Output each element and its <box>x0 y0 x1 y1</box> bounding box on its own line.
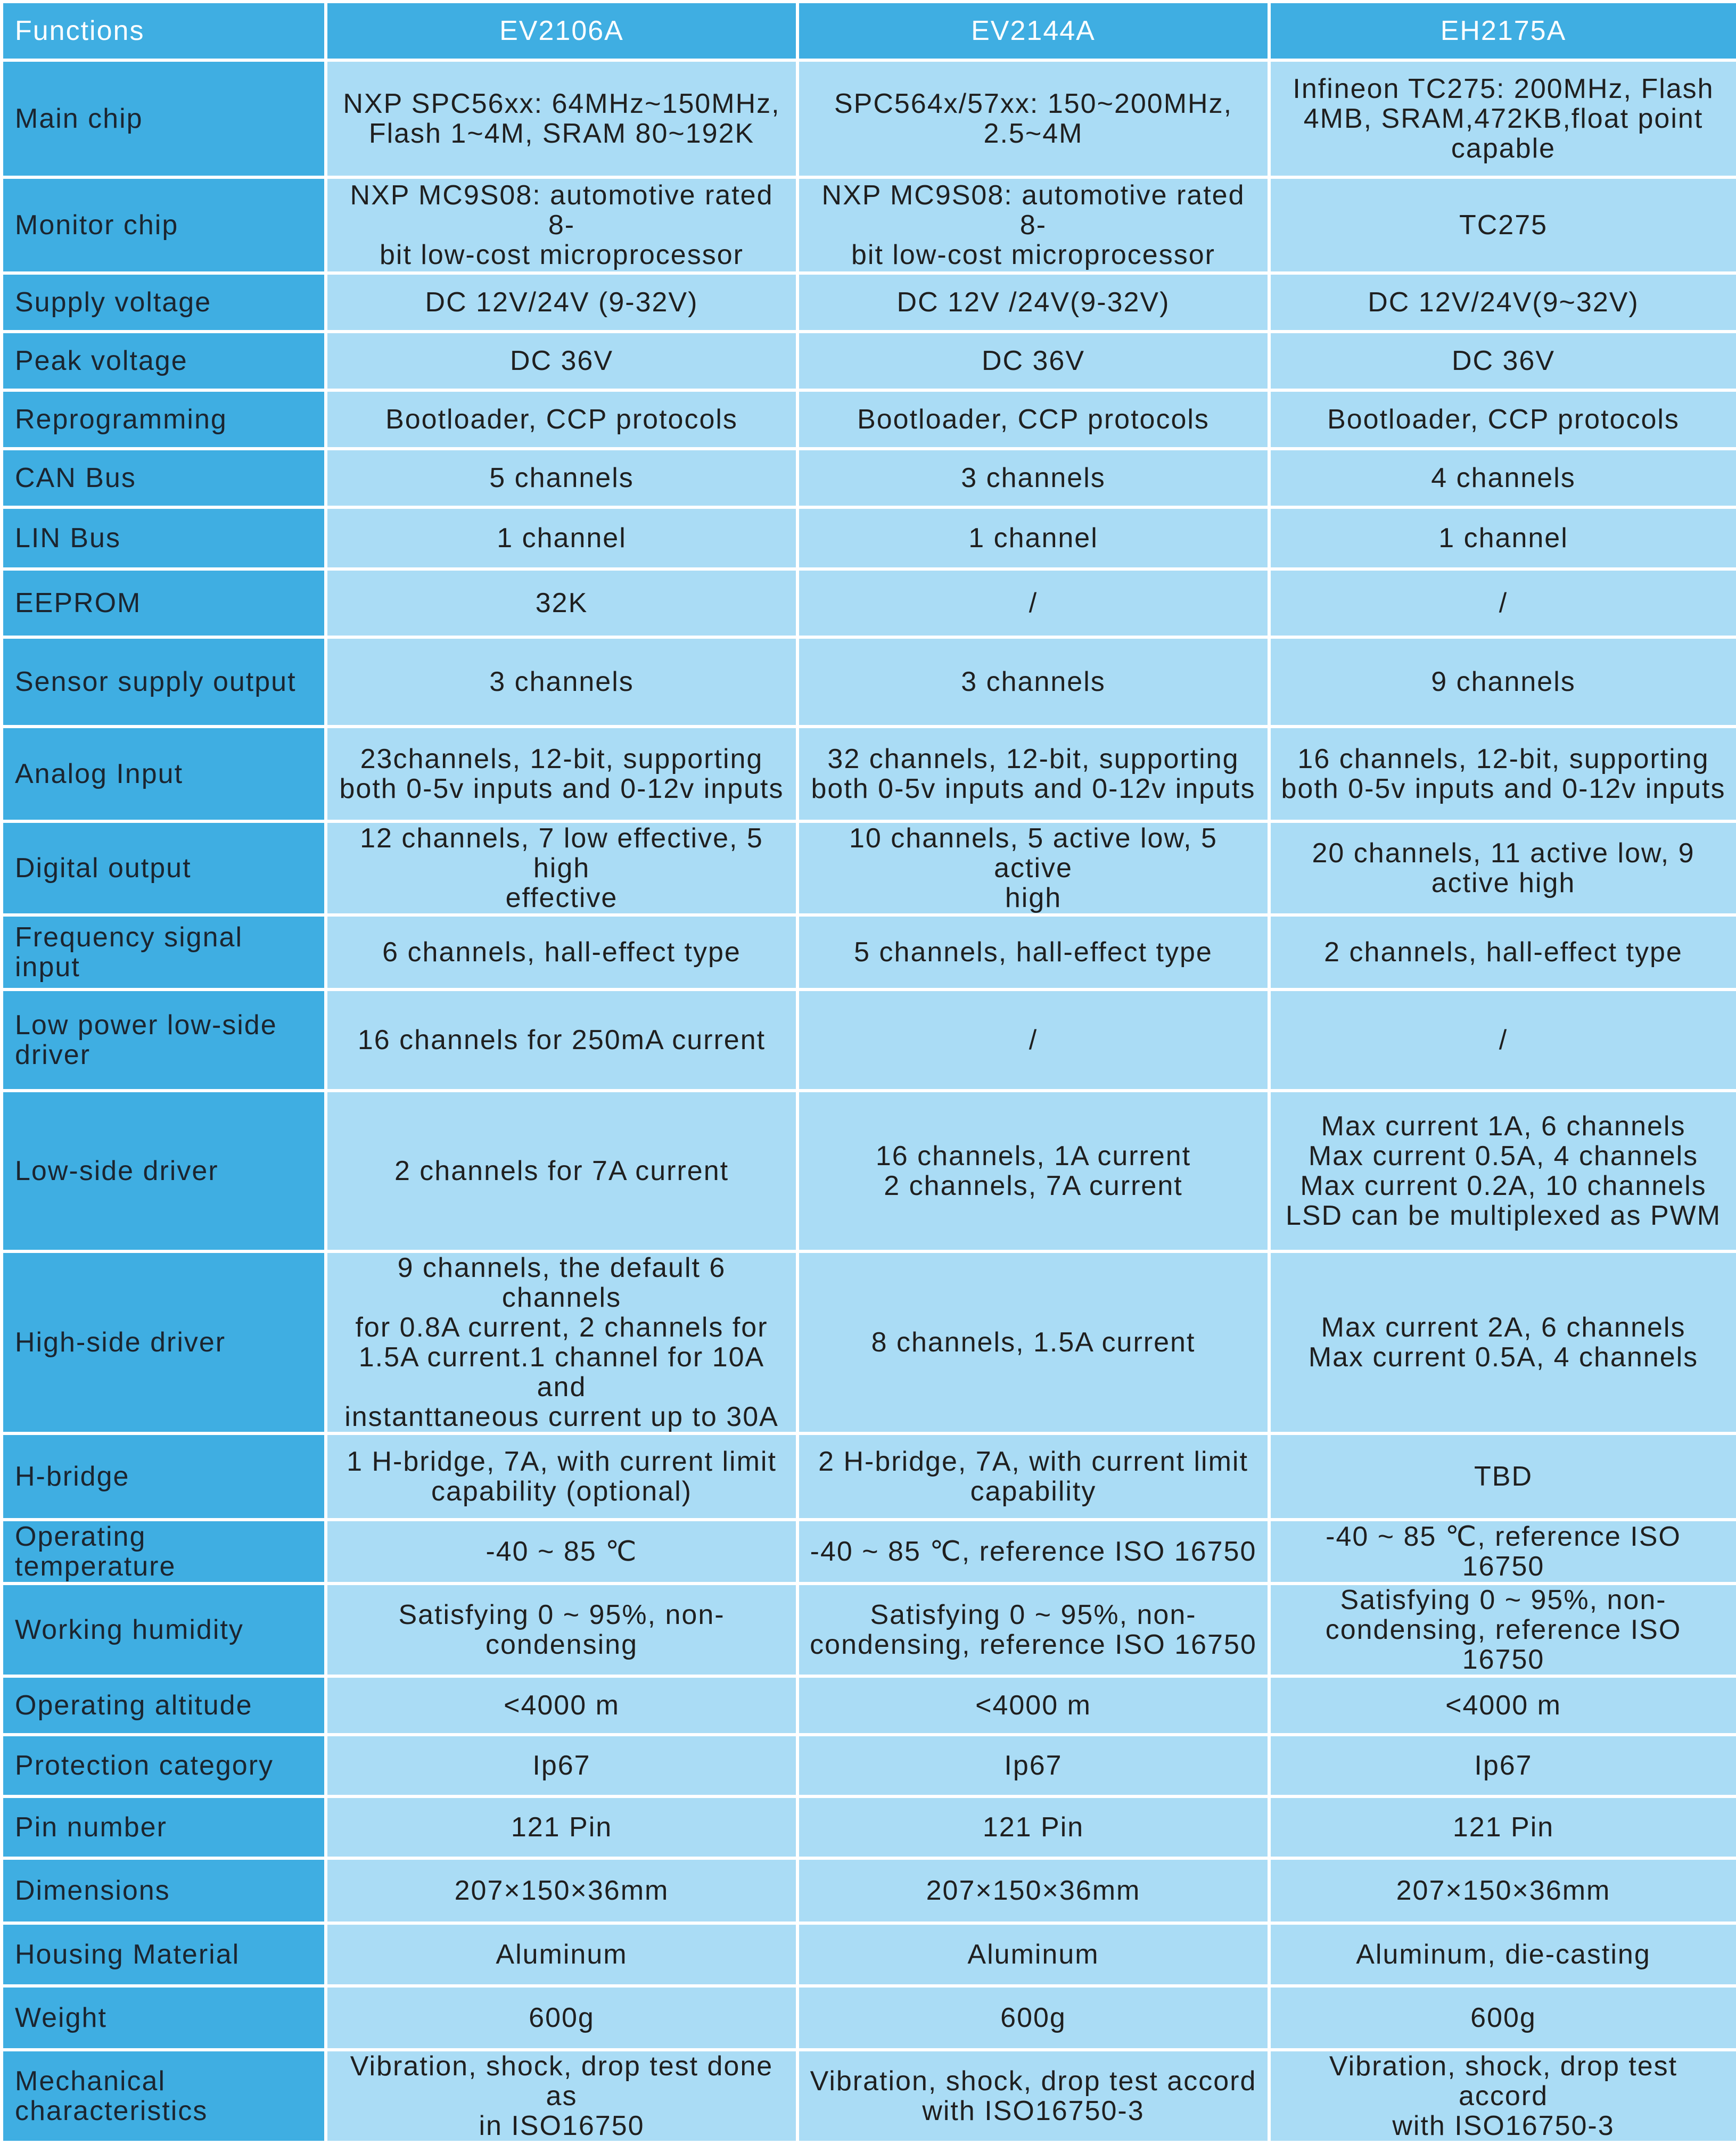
row-label: High-side driver <box>3 1253 324 1432</box>
cell-ev2106a: 3 channels <box>327 639 796 725</box>
row-label: Low-side driver <box>3 1092 324 1250</box>
row-label: Housing Material <box>3 1925 324 1984</box>
cell-ev2106a: DC 36V <box>327 333 796 389</box>
header-row <box>3 3 1736 59</box>
cell-eh2175a: 20 channels, 11 active low, 9 active high <box>1271 823 1736 913</box>
cell-eh2175a: TBD <box>1271 1435 1736 1518</box>
row-label: Peak voltage <box>3 333 324 389</box>
cell-eh2175a: / <box>1271 571 1736 636</box>
cell-eh2175a: 1 channel <box>1271 509 1736 567</box>
row-label: Analog Input <box>3 728 324 820</box>
cell-ev2144a: DC 36V <box>799 333 1268 389</box>
cell-eh2175a: Satisfying 0 ~ 95%, non- condensing, reference ISO 16750 <box>1271 1585 1736 1675</box>
cell-ev2144a: Aluminum <box>799 1925 1268 1984</box>
cell-eh2175a: Ip67 <box>1271 1736 1736 1795</box>
table-row <box>3 1435 1736 1518</box>
row-label: Frequency signal input <box>3 917 324 988</box>
cell-ev2144a: 3 channels <box>799 639 1268 725</box>
cell-eh2175a: 207×150×36mm <box>1271 1860 1736 1922</box>
row-label: Pin number <box>3 1798 324 1857</box>
cell-ev2106a: 16 channels for 250mA current <box>327 991 796 1089</box>
cell-ev2106a: 1 channel <box>327 509 796 567</box>
row-label: Operating altitude <box>3 1678 324 1733</box>
row-label: CAN Bus <box>3 450 324 506</box>
row-label: Supply voltage <box>3 275 324 330</box>
row-label: Operating temperature <box>3 1521 324 1582</box>
cell-ev2144a: 8 channels, 1.5A current <box>799 1253 1268 1432</box>
cell-ev2144a: Ip67 <box>799 1736 1268 1795</box>
table-row <box>3 62 1736 176</box>
cell-ev2144a: 5 channels, hall-effect type <box>799 917 1268 988</box>
cell-ev2106a: 5 channels <box>327 450 796 506</box>
cell-ev2106a: 32K <box>327 571 796 636</box>
cell-ev2144a: 2 H-bridge, 7A, with current limit capability <box>799 1435 1268 1518</box>
table-row <box>3 728 1736 820</box>
cell-ev2106a: 207×150×36mm <box>327 1860 796 1922</box>
table-row <box>3 571 1736 636</box>
row-label: EEPROM <box>3 571 324 636</box>
header-model-ev2144a: EV2144A <box>799 3 1268 59</box>
cell-ev2106a: 600g <box>327 1988 796 2048</box>
cell-eh2175a: Vibration, shock, drop test accord with ISO16750-3 <box>1271 2051 1736 2141</box>
cell-ev2144a: 600g <box>799 1988 1268 2048</box>
table-row <box>3 509 1736 567</box>
cell-ev2144a: / <box>799 571 1268 636</box>
table-row <box>3 1860 1736 1922</box>
cell-ev2144a: <4000 m <box>799 1678 1268 1733</box>
row-label: Dimensions <box>3 1860 324 1922</box>
table-row <box>3 450 1736 506</box>
cell-eh2175a: 4 channels <box>1271 450 1736 506</box>
cell-eh2175a: <4000 m <box>1271 1678 1736 1733</box>
row-label: Sensor supply output <box>3 639 324 725</box>
cell-eh2175a: Infineon TC275: 200MHz, Flash 4MB, SRAM,472KB,float point capable <box>1271 62 1736 176</box>
table-row <box>3 639 1736 725</box>
cell-ev2106a: NXP SPC56xx: 64MHz~150MHz, Flash 1~4M, SRAM 80~192K <box>327 62 796 176</box>
cell-ev2106a: <4000 m <box>327 1678 796 1733</box>
cell-ev2106a: Aluminum <box>327 1925 796 1984</box>
row-label: Mechanical characteristics <box>3 2051 324 2141</box>
table-row <box>3 917 1736 988</box>
header-functions: Functions <box>3 3 324 59</box>
table-row <box>3 2051 1736 2141</box>
row-label: Weight <box>3 1988 324 2048</box>
cell-eh2175a: 600g <box>1271 1988 1736 2048</box>
cell-eh2175a: Max current 1A, 6 channels Max current 0.5A, 4 channels Max current 0.2A, 10 channels LSD can be multiplexed as PWM <box>1271 1092 1736 1250</box>
cell-eh2175a: / <box>1271 991 1736 1089</box>
table-row <box>3 333 1736 389</box>
cell-ev2106a: -40 ~ 85 ℃ <box>327 1521 796 1582</box>
table-row <box>3 1253 1736 1432</box>
cell-ev2106a: Vibration, shock, drop test done as in ISO16750 <box>327 2051 796 2141</box>
cell-eh2175a: 2 channels, hall-effect type <box>1271 917 1736 988</box>
row-label: Low power low-side driver <box>3 991 324 1089</box>
cell-ev2106a: 9 channels, the default 6 channels for 0.8A current, 2 channels for 1.5A current.1 channel for 10A and instanttaneous current up to 30A <box>327 1253 796 1432</box>
cell-ev2144a: / <box>799 991 1268 1089</box>
cell-eh2175a: Max current 2A, 6 channels Max current 0.5A, 4 channels <box>1271 1253 1736 1432</box>
cell-eh2175a: TC275 <box>1271 179 1736 271</box>
cell-eh2175a: DC 36V <box>1271 333 1736 389</box>
row-label: LIN Bus <box>3 509 324 567</box>
table-row <box>3 1798 1736 1857</box>
cell-ev2144a: Vibration, shock, drop test accord with ISO16750-3 <box>799 2051 1268 2141</box>
cell-ev2144a: 1 channel <box>799 509 1268 567</box>
cell-ev2106a: 1 H-bridge, 7A, with current limit capability (optional) <box>327 1435 796 1518</box>
cell-ev2106a: NXP MC9S08: automotive rated 8- bit low-cost microprocessor <box>327 179 796 271</box>
cell-eh2175a: DC 12V/24V(9~32V) <box>1271 275 1736 330</box>
table-row <box>3 1585 1736 1675</box>
table-row <box>3 1521 1736 1582</box>
table-row <box>3 179 1736 271</box>
cell-ev2106a: 6 channels, hall-effect type <box>327 917 796 988</box>
table-row <box>3 991 1736 1089</box>
row-label: Main chip <box>3 62 324 176</box>
row-label: H-bridge <box>3 1435 324 1518</box>
cell-ev2144a: 121 Pin <box>799 1798 1268 1857</box>
cell-ev2144a: 32 channels, 12-bit, supporting both 0-5v inputs and 0-12v inputs <box>799 728 1268 820</box>
cell-eh2175a: Aluminum, die-casting <box>1271 1925 1736 1984</box>
table-row <box>3 392 1736 447</box>
row-label: Reprogramming <box>3 392 324 447</box>
cell-ev2144a: Satisfying 0 ~ 95%, non- condensing, reference ISO 16750 <box>799 1585 1268 1675</box>
cell-ev2144a: DC 12V /24V(9-32V) <box>799 275 1268 330</box>
cell-ev2106a: Ip67 <box>327 1736 796 1795</box>
header-model-ev2106a: EV2106A <box>327 3 796 59</box>
cell-eh2175a: -40 ~ 85 ℃, reference ISO 16750 <box>1271 1521 1736 1582</box>
cell-ev2144a: 10 channels, 5 active low, 5 active high <box>799 823 1268 913</box>
cell-eh2175a: 16 channels, 12-bit, supporting both 0-5v inputs and 0-12v inputs <box>1271 728 1736 820</box>
cell-ev2144a: -40 ~ 85 ℃, reference ISO 16750 <box>799 1521 1268 1582</box>
row-label: Digital output <box>3 823 324 913</box>
cell-ev2144a: 207×150×36mm <box>799 1860 1268 1922</box>
table-row <box>3 1678 1736 1733</box>
table-row <box>3 823 1736 913</box>
cell-ev2106a: 23channels, 12-bit, supporting both 0-5v inputs and 0-12v inputs <box>327 728 796 820</box>
cell-ev2144a: Bootloader, CCP protocols <box>799 392 1268 447</box>
table-row <box>3 275 1736 330</box>
cell-ev2106a: Satisfying 0 ~ 95%, non- condensing <box>327 1585 796 1675</box>
cell-eh2175a: Bootloader, CCP protocols <box>1271 392 1736 447</box>
cell-ev2144a: SPC564x/57xx: 150~200MHz, 2.5~4M <box>799 62 1268 176</box>
cell-ev2106a: 121 Pin <box>327 1798 796 1857</box>
cell-ev2144a: 16 channels, 1A current 2 channels, 7A current <box>799 1092 1268 1250</box>
table-row <box>3 1925 1736 1984</box>
row-label: Protection category <box>3 1736 324 1795</box>
cell-eh2175a: 9 channels <box>1271 639 1736 725</box>
table-row <box>3 1092 1736 1250</box>
cell-ev2144a: NXP MC9S08: automotive rated 8- bit low-cost microprocessor <box>799 179 1268 271</box>
row-label: Working humidity <box>3 1585 324 1675</box>
cell-eh2175a: 121 Pin <box>1271 1798 1736 1857</box>
cell-ev2144a: 3 channels <box>799 450 1268 506</box>
cell-ev2106a: 2 channels for 7A current <box>327 1092 796 1250</box>
table-row <box>3 1988 1736 2048</box>
header-model-eh2175a: EH2175A <box>1271 3 1736 59</box>
table-row <box>3 1736 1736 1795</box>
row-label: Monitor chip <box>3 179 324 271</box>
cell-ev2106a: 12 channels, 7 low effective, 5 high effective <box>327 823 796 913</box>
cell-ev2106a: DC 12V/24V (9-32V) <box>327 275 796 330</box>
cell-ev2106a: Bootloader, CCP protocols <box>327 392 796 447</box>
